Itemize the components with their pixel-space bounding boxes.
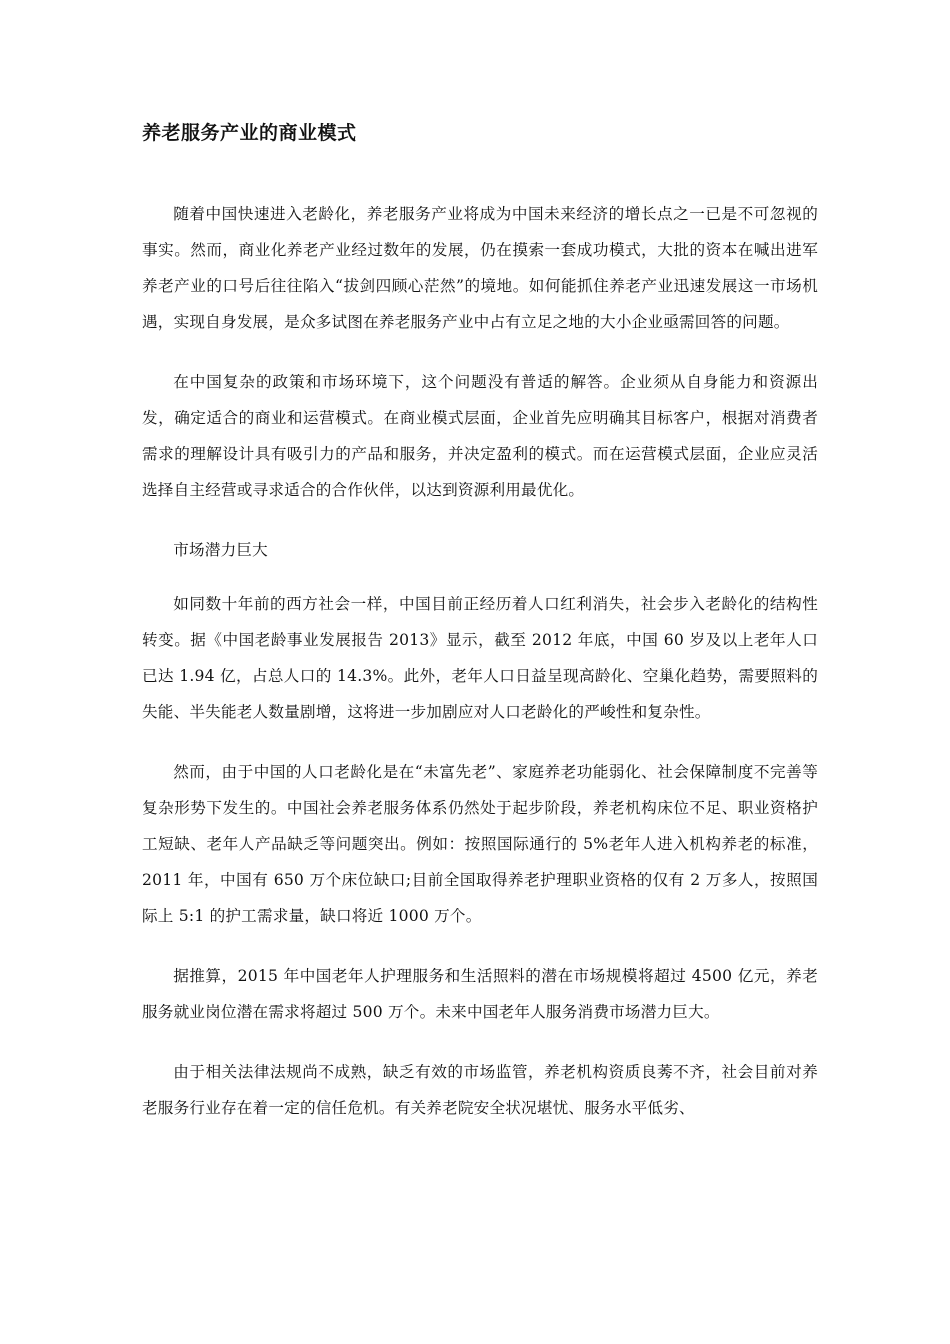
section-heading-market-potential: 市场潜力巨大 [173,541,268,559]
paragraph-service-gaps: 然而，由于中国的人口老龄化是在“未富先老”、家庭养老功能弱化、社会保障制度不完善等复杂形势下发生的。中国社会养老服务体系仍然处于起步阶段，养老机构床位不足、职业资格护工短缺、老年人产品缺乏等问题突出。例如：按照国际通行的 5%老年人进入机构养老的标准，2011 年，中国有 650 万个床位缺口;目前全国取得养老护理职业资格的仅有 2 万多人，按照国际上 5:1 的护工需求量，缺口将近 1000 万个。 [142,763,818,925]
paragraph-business-model: 在中国复杂的政策和市场环境下，这个问题没有普适的解答。企业须从自身能力和资源出发，确定适合的商业和运营模式。在商业模式层面，企业首先应明确其目标客户，根据对消费者需求的理解设计具有吸引力的产品和服务，并决定盈利的模式。而在运营模式层面，企业应灵活选择自主经营或寻求适合的合作伙伴，以达到资源利用最优化。 [142,373,818,499]
paragraph-aging-population: 如同数十年前的西方社会一样，中国目前正经历着人口红利消失，社会步入老龄化的结构性转变。据《中国老龄事业发展报告 2013》显示，截至 2012 年底，中国 60 岁及以上老年人口已达 1.94 亿，占总人口的 14.3%。此外，老年人口日益呈现高龄化、空巢化趋势，需要照料的失能、半失能老人数量剧增，这将进一步加剧应对人口老龄化的严峻性和复杂性。 [142,595,818,721]
paragraph-intro: 随着中国快速进入老龄化，养老服务产业将成为中国未来经济的增长点之一已是不可忽视的事实。然而，商业化养老产业经过数年的发展，仍在摸索一套成功模式，大批的资本在喊出进军养老产业的口号后往往陷入“拔剑四顾心茫然”的境地。如何能抓住养老产业迅速发展这一市场机遇，实现自身发展，是众多试图在养老服务产业中占有立足之地的大小企业亟需回答的问题。 [142,205,818,331]
paragraph-market-size: 据推算，2015 年中国老年人护理服务和生活照料的潜在市场规模将超过 4500 亿元，养老服务就业岗位潜在需求将超过 500 万个。未来中国老年人服务消费市场潜力巨大。 [142,967,818,1021]
document-title: 养老服务产业的商业模式 [142,122,357,144]
paragraph-trust-crisis: 由于相关法律法规尚不成熟，缺乏有效的市场监管，养老机构资质良莠不齐，社会目前对养老服务行业存在着一定的信任危机。有关养老院安全状况堪忧、服务水平低劣、 [142,1063,818,1117]
document-body [142,118,818,1150]
